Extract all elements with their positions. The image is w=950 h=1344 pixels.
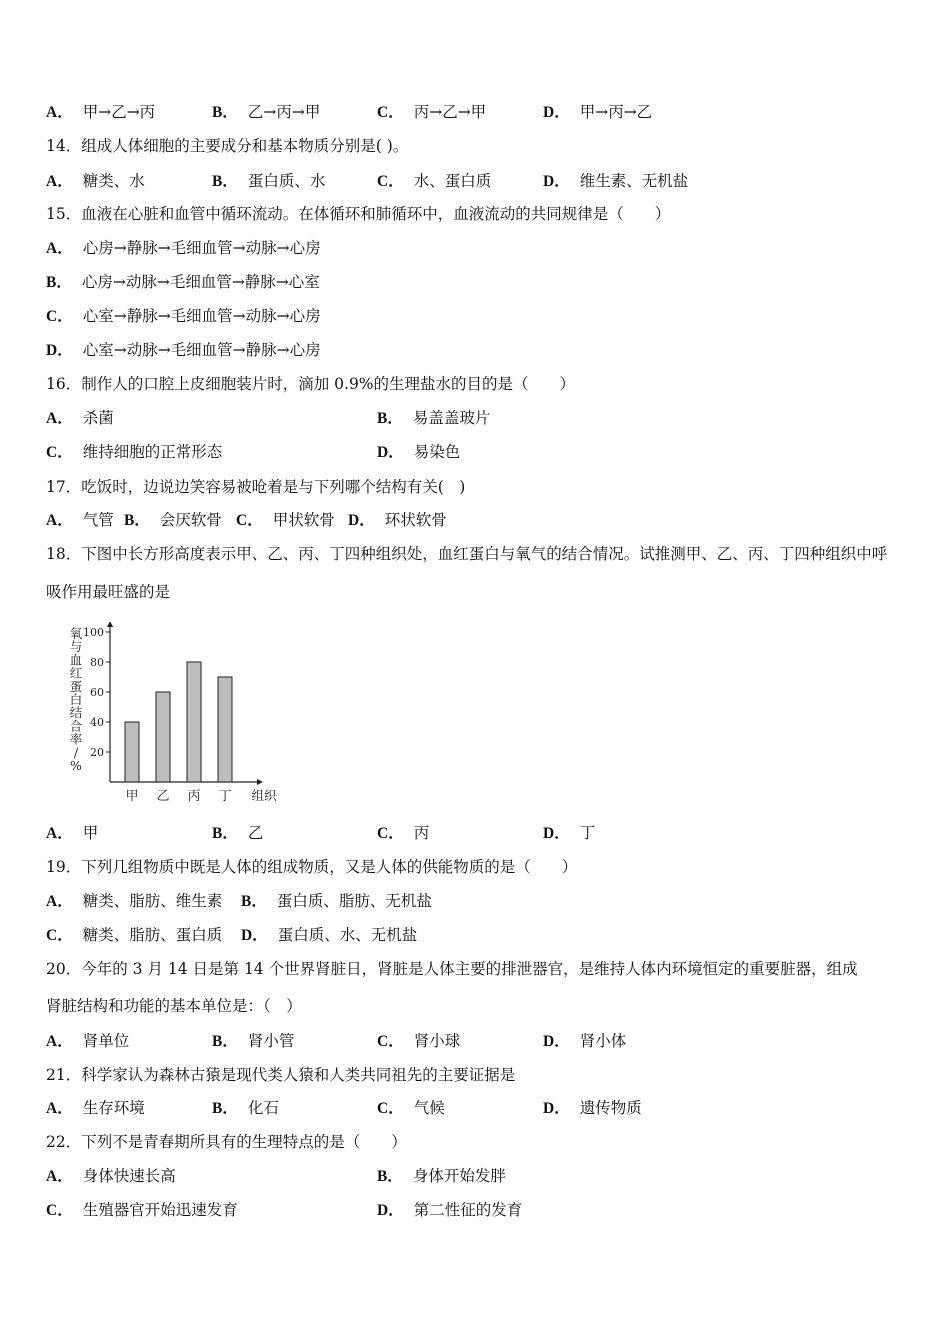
q18-option-c[interactable]: C． 丙 xyxy=(377,824,430,842)
y-tick-label: 40 xyxy=(90,716,104,729)
q16-option-b[interactable]: B． 易盖盖玻片 xyxy=(377,409,491,427)
bar-丁 xyxy=(218,677,232,782)
y-axis-label-char: 率 xyxy=(69,731,83,747)
y-axis-label-char: 合 xyxy=(69,718,83,734)
q13-option-a[interactable]: A． 甲→乙→丙 xyxy=(46,103,156,121)
q21-option-c[interactable]: C． 气候 xyxy=(377,1099,445,1117)
q15-option-a[interactable]: A． 心房→静脉→毛细血管→动脉→心房 xyxy=(46,239,321,257)
q19-option-d[interactable]: D． 蛋白质、水、无机盐 xyxy=(241,926,418,944)
bar-甲 xyxy=(125,722,139,782)
q15-option-d[interactable]: D． 心室→动脉→毛细血管→静脉→心房 xyxy=(46,341,321,359)
q20-option-a[interactable]: A． 肾单位 xyxy=(46,1032,130,1050)
q19-option-b[interactable]: B． 蛋白质、脂肪、无机盐 xyxy=(241,892,432,910)
y-tick-label: 60 xyxy=(90,686,104,699)
y-axis-label-char: 与 xyxy=(69,639,83,655)
q17-stem: 17．吃饭时，边说边笑容易被呛着是与下列哪个结构有关( ) xyxy=(46,478,466,496)
q14-option-d[interactable]: D． 维生素、无机盐 xyxy=(543,172,689,190)
q20-stem-cont: 肾脏结构和功能的基本单位是：（ ） xyxy=(46,997,302,1015)
q13-option-d[interactable]: D． 甲→丙→乙 xyxy=(543,103,653,121)
q22-option-b[interactable]: B． 身体开始发胖 xyxy=(377,1167,506,1185)
y-axis-label-char: 白 xyxy=(69,692,83,707)
q18-option-a[interactable]: A． 甲 xyxy=(46,824,99,842)
q19-stem: 19．下列几组物质中既是人体的组成物质，又是人体的供能物质的是（ ） xyxy=(46,858,578,876)
y-axis-label-char: 蛋 xyxy=(69,678,83,694)
q16-option-c[interactable]: C． 维持细胞的正常形态 xyxy=(46,443,223,461)
q17-option-d[interactable]: D． 环状软骨 xyxy=(348,511,447,529)
q13-option-b[interactable]: B． 乙→丙→甲 xyxy=(212,103,321,121)
q18-option-b[interactable]: B． 乙 xyxy=(212,824,264,842)
x-tick-label: 丙 xyxy=(187,789,201,804)
q20-stem: 20．今年的 3 月 14 日是第 14 个世界肾脏日，肾脏是人体主要的排泄器官，是维持人体内环境恒定的重要脏器，组成 xyxy=(46,960,858,978)
q19-option-c[interactable]: C． 糖类、脂肪、蛋白质 xyxy=(46,926,223,944)
y-tick-label: 100 xyxy=(83,626,104,639)
x-axis-arrow xyxy=(257,779,263,785)
y-axis-label-char: % xyxy=(70,758,82,773)
bar-乙 xyxy=(156,692,170,782)
q17-option-a[interactable]: A． 气管 xyxy=(46,511,114,529)
q16-option-a[interactable]: A． 杀菌 xyxy=(46,409,114,427)
q20-option-b[interactable]: B． 肾小管 xyxy=(212,1032,295,1050)
x-tick-label: 乙 xyxy=(156,789,170,804)
q13-option-c[interactable]: C． 丙→乙→甲 xyxy=(377,103,487,121)
q14-option-b[interactable]: B． 蛋白质、水 xyxy=(212,172,326,190)
y-axis-label-char: 血 xyxy=(69,652,83,668)
q17-option-b[interactable]: B． 会厌软骨 xyxy=(124,511,222,529)
q18-stem-cont: 吸作用最旺盛的是 xyxy=(46,583,171,601)
y-axis-arrow xyxy=(107,622,113,627)
x-tick-label: 丁 xyxy=(218,789,232,804)
y-axis-label-char: 结 xyxy=(69,705,83,721)
q15-option-c[interactable]: C． 心室→静脉→毛细血管→动脉→心房 xyxy=(46,307,321,325)
q18-bar-chart xyxy=(62,622,292,812)
q20-option-c[interactable]: C． 肾小球 xyxy=(377,1032,461,1050)
q17-option-c[interactable]: C． 甲状软骨 xyxy=(236,511,335,529)
q18-option-d[interactable]: D． 丁 xyxy=(543,824,596,842)
q21-option-b[interactable]: B． 化石 xyxy=(212,1099,279,1117)
q15-stem: 15．血液在心脏和血管中循环流动。在体循环和肺循环中，血液流动的共同规律是（ ） xyxy=(46,205,671,223)
q16-option-d[interactable]: D． 易染色 xyxy=(377,443,461,461)
q21-option-d[interactable]: D． 遗传物质 xyxy=(543,1099,642,1117)
q22-option-c[interactable]: C． 生殖器官开始迅速发育 xyxy=(46,1201,238,1219)
q19-option-a[interactable]: A． 糖类、脂肪、维生素 xyxy=(46,892,223,910)
q22-option-a[interactable]: A． 身体快速长高 xyxy=(46,1167,176,1185)
q21-stem: 21．科学家认为森林古猿是现代类人猿和人类共同祖先的主要证据是 xyxy=(46,1066,516,1084)
y-axis-label-char: / xyxy=(73,744,79,760)
y-axis-label-char: 红 xyxy=(69,665,83,681)
q15-option-b[interactable]: B． 心房→动脉→毛细血管→静脉→心室 xyxy=(46,273,320,291)
q21-option-a[interactable]: A． 生存环境 xyxy=(46,1099,145,1117)
q16-stem: 16．制作人的口腔上皮细胞装片时，滴加 0.9%的生理盐水的目的是（ ） xyxy=(46,375,576,393)
q14-option-c[interactable]: C． 水、蛋白质 xyxy=(377,172,492,190)
q18-stem: 18．下图中长方形高度表示甲、乙、丙、丁四种组织处，血红蛋白与氧气的结合情况。试推测甲、乙、丙、丁四种组织中呼 xyxy=(46,545,888,563)
y-tick-label: 20 xyxy=(90,746,104,759)
q22-stem: 22．下列不是青春期所具有的生理特点的是（ ） xyxy=(46,1133,407,1151)
q14-option-a[interactable]: A． 糖类、水 xyxy=(46,172,145,190)
x-tick-label: 甲 xyxy=(125,789,139,804)
q22-option-d[interactable]: D． 第二性征的发育 xyxy=(377,1201,523,1219)
x-axis-label: 组织 xyxy=(251,788,277,803)
q14-stem: 14．组成人体细胞的主要成分和基本物质分别是( )。 xyxy=(46,137,409,155)
y-tick-label: 80 xyxy=(90,656,104,669)
q20-option-d[interactable]: D． 肾小体 xyxy=(543,1032,627,1050)
bar-丙 xyxy=(187,662,201,782)
y-axis-label-char: 氧 xyxy=(69,626,83,641)
